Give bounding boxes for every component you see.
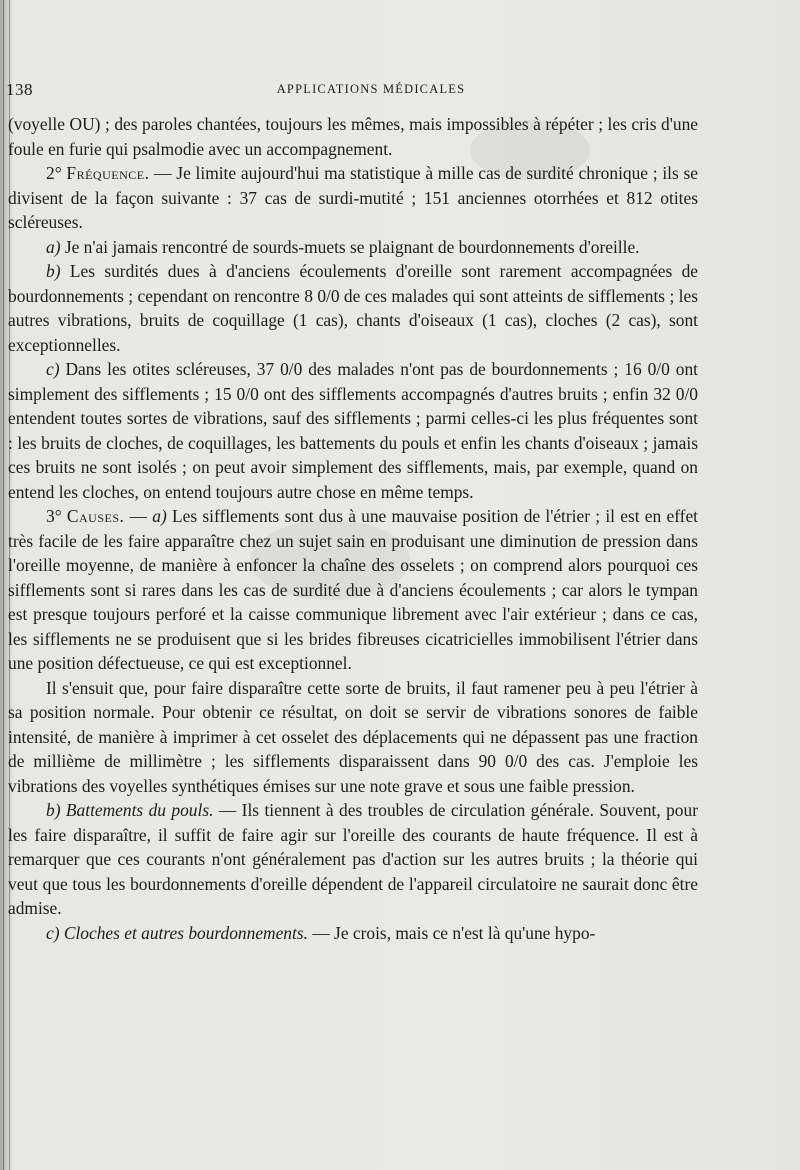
paragraph xyxy=(8,921,698,946)
page-header xyxy=(6,80,696,100)
paragraph-text: Il s'ensuit que, pour faire disparaître cette sorte de bruits, il faut ramener peu à peu l'étrier à sa position normale. Pour obtenir ce résultat, on doit se servir de vibrations sonores de faible intensité, de manière à imprimer à cet osselet des déplacements qui ne dépassent pas une fraction de millième de millimètre ; les sifflements disparaissent dans 90 0/0 des cas. J'emploie les vibrations des voyelles synthétiques émises sur une note grave et sous une faible pression. xyxy=(8,677,698,796)
paragraph xyxy=(8,161,698,235)
paragraph xyxy=(8,357,698,504)
binding-edge xyxy=(3,0,4,1170)
list-marker: b) xyxy=(46,261,61,281)
section-heading: Fréquence. xyxy=(66,163,150,183)
italic-heading: Battements du pouls. xyxy=(65,800,214,820)
paragraph xyxy=(8,676,698,799)
paragraph xyxy=(8,259,698,357)
page-number: 138 xyxy=(6,80,33,99)
section-heading: Causes. xyxy=(66,506,125,526)
running-head: APPLICATIONS MÉDICALES xyxy=(276,82,466,96)
paragraph-text: Dans les otites scléreuses, 37 0/0 des malades n'ont pas de bourdonnements ; 16 0/0 ont simplement des sifflements ; 15 0/0 ont des sifflements accompagnés d'autres bruits ; enfin 32 0/0 entendent toutes sortes de vibrations, sauf des sifflements ; parmi celles-ci les plus fréquentes sont : les bruits de cloches, de coquillages, les battements du pouls et enfin les chants d'oiseaux ; jamais ces bruits ne sont isolés ; on peut avoir simplement des sifflements, mais, par exemple, quand on entend les cloches, on entend toujours autre chose en même temps. xyxy=(8,359,698,502)
paragraph-text: — Je limite aujourd'hui ma statistique à mille cas de surdité chronique ; ils se divisent de la façon suivante : 37 cas de surdi-mutité ; 151 anciennes otorrhées et 812 otites scléreuses. xyxy=(8,163,699,232)
paragraph-text: Les surdités dues à d'anciens écoulements d'oreille sont rarement accompagnées de bourdonnements ; cependant on rencontre 8 0/0 de ces malades qui sont atteints de sifflements ; les autres vibrations, bruits de coquillage (1 cas), chants d'oiseaux (1 cas), cloches (2 cas), sont exceptionnelles. xyxy=(8,261,698,355)
paragraph xyxy=(8,798,698,921)
section-number: 3° xyxy=(46,506,67,526)
paragraph-text: Je n'ai jamais rencontré de sourds-muets se plaignant de bourdonnements d'oreille. xyxy=(60,236,640,257)
list-marker: c) xyxy=(46,359,60,379)
body-text xyxy=(8,112,698,945)
paragraph xyxy=(8,112,698,161)
list-marker: c) xyxy=(46,922,60,943)
paragraph-text: Les sifflements sont dus à une mauvaise position de l'étrier ; il est en effet très facile de les faire apparaître chez un sujet sain en produisant une diminution de pression dans l'oreille moyenne, de manière à enfoncer la chaîne des osselets ; on comprend alors pourquoi ces sifflements sont si rares dans les cas de surdité due à d'anciens écoulements ; car alors le tympan est presque toujours perforé et la caisse communique librement avec l'air extérieur ; dans ce cas, les sifflements ne se produisent que si les brides fibreuses cicatricielles immobilisent l'étrier dans une position défectueuse, ce qui est exceptionnel. xyxy=(8,506,699,673)
paragraph: 3° Causes. — a) Les sifflements sont dus à une mauvaise position de l'étrier ; il est en effet très facile de les faire apparaître chez un sujet sain en produisant une diminution de pression dans l'oreille moyenne, de manière à enfoncer la chaîne des osselets ; on comprend alors pourquoi ces sifflements sont si rares dans les cas de surdité due à d'anciens écoulements ; car alors le tympan est presque toujours perforé et la caisse communique librement avec l'air extérieur ; dans ce cas, les sifflements ne se produisent que si les brides fibreuses cicatricielles immobilisent l'étrier dans une position défectueuse, ce qui est exceptionnel. xyxy=(8,506,699,673)
list-marker: b) xyxy=(46,800,61,820)
paragraph-text: — Je crois, mais ce n'est là qu'une hypo- xyxy=(307,922,596,943)
list-marker: a) xyxy=(46,236,61,257)
section-number: 2° xyxy=(46,163,67,183)
italic-heading: Cloches et autres bourdonnements. xyxy=(63,922,308,943)
paragraph-text: (voyelle OU) ; des paroles chantées, toujours les mêmes, mais impossibles à répéter ; les cris d'une foule en furie qui psalmodie avec un accompagnement. xyxy=(8,114,698,159)
paragraph-text: — Ils tiennent à des troubles de circulation générale. Souvent, pour les faire disparaître, il suffit de faire agir sur l'oreille des courants de haute fréquence. Il est à remarquer que ces courants n'ont généralement pas d'action sur les autres bruits ; la théorie qui veut que tous les bourdonnements d'oreille dépendent de l'appareil circulatoire ne saurait donc être admise. xyxy=(8,800,698,918)
paragraph xyxy=(8,235,698,260)
list-marker: a) xyxy=(152,506,167,526)
